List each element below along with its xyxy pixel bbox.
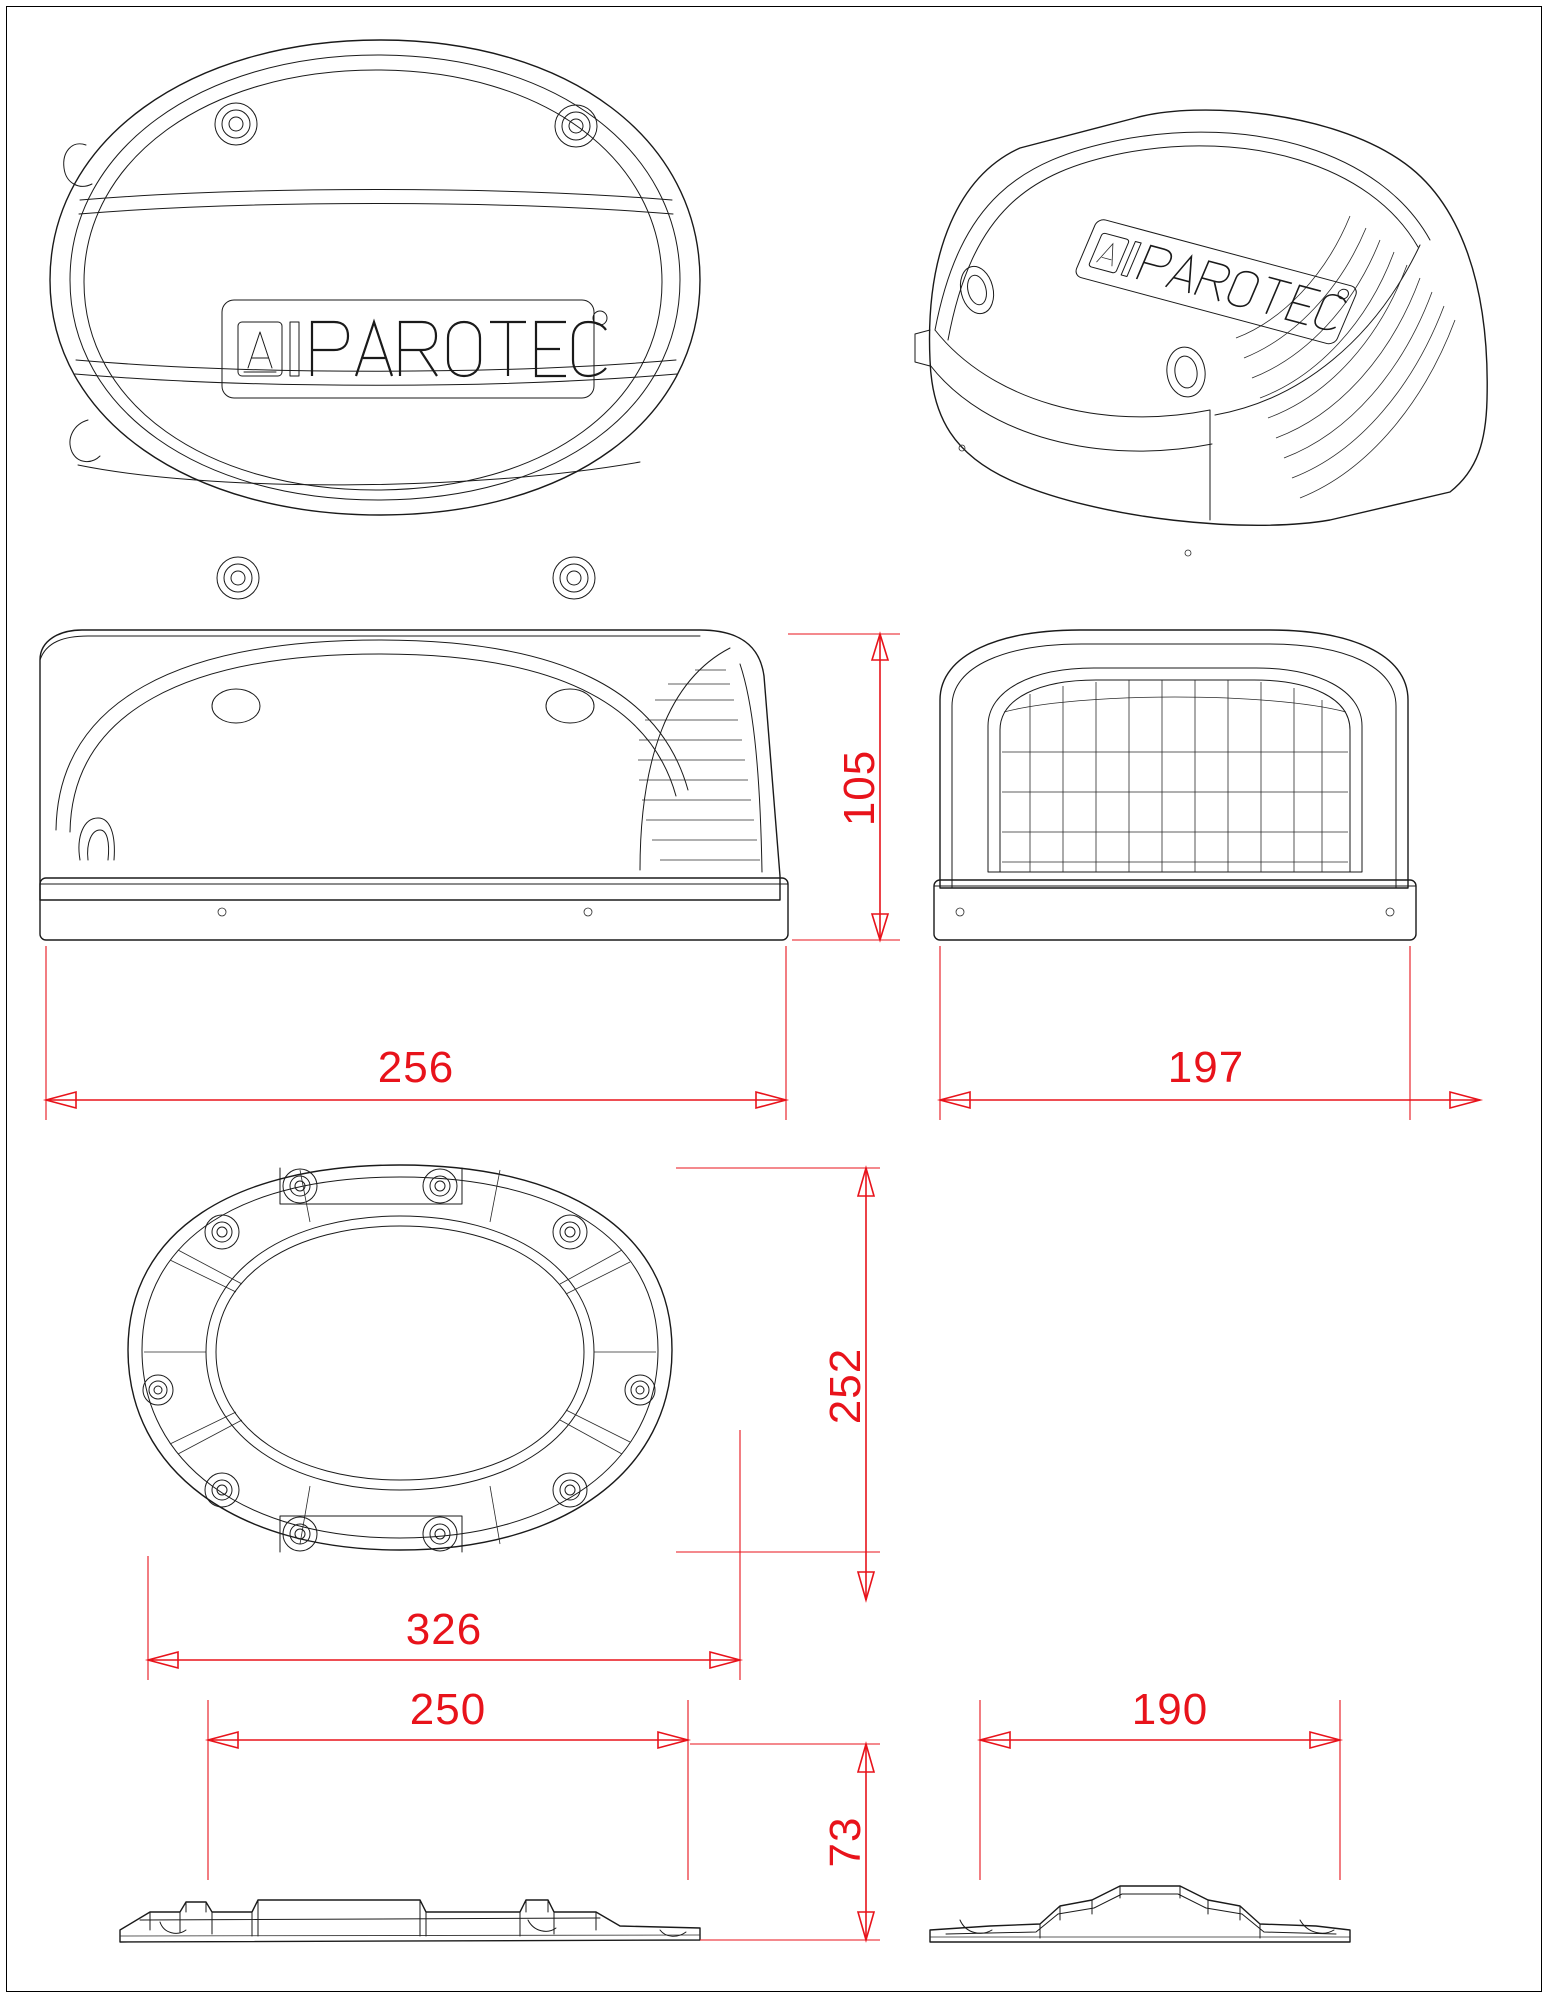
dim-326-label: 326	[405, 1605, 483, 1654]
iso-logo	[1074, 218, 1359, 346]
side-elevation	[934, 630, 1480, 1120]
dim-190	[980, 1685, 1340, 1880]
dim-326	[148, 1430, 740, 1680]
dim-73-label: 73	[821, 1816, 870, 1868]
dim-252-label: 252	[821, 1347, 870, 1425]
dim-190-label: 190	[1131, 1685, 1209, 1734]
logo-plate	[222, 300, 607, 398]
dim-250-label: 250	[409, 1685, 487, 1734]
side-grille-bars	[1002, 680, 1348, 872]
iso-grille	[1236, 216, 1455, 498]
top-view	[50, 40, 700, 599]
dim-256	[46, 946, 786, 1120]
base-side-section	[930, 1685, 1350, 1942]
dim-252	[676, 1168, 880, 1600]
dim-197-label: 197	[1167, 1043, 1245, 1092]
dim-73	[690, 1744, 880, 1940]
base-front-section	[120, 1685, 880, 1942]
dim-105-label: 105	[835, 749, 884, 827]
front-elevation	[40, 630, 900, 1120]
dim-256-label: 256	[377, 1043, 455, 1092]
iso-view	[915, 110, 1487, 556]
front-grille	[638, 648, 762, 872]
dim-197	[940, 946, 1480, 1120]
base-plan-view	[128, 1165, 880, 1680]
dim-250	[208, 1685, 688, 1880]
dim-105	[788, 634, 900, 940]
